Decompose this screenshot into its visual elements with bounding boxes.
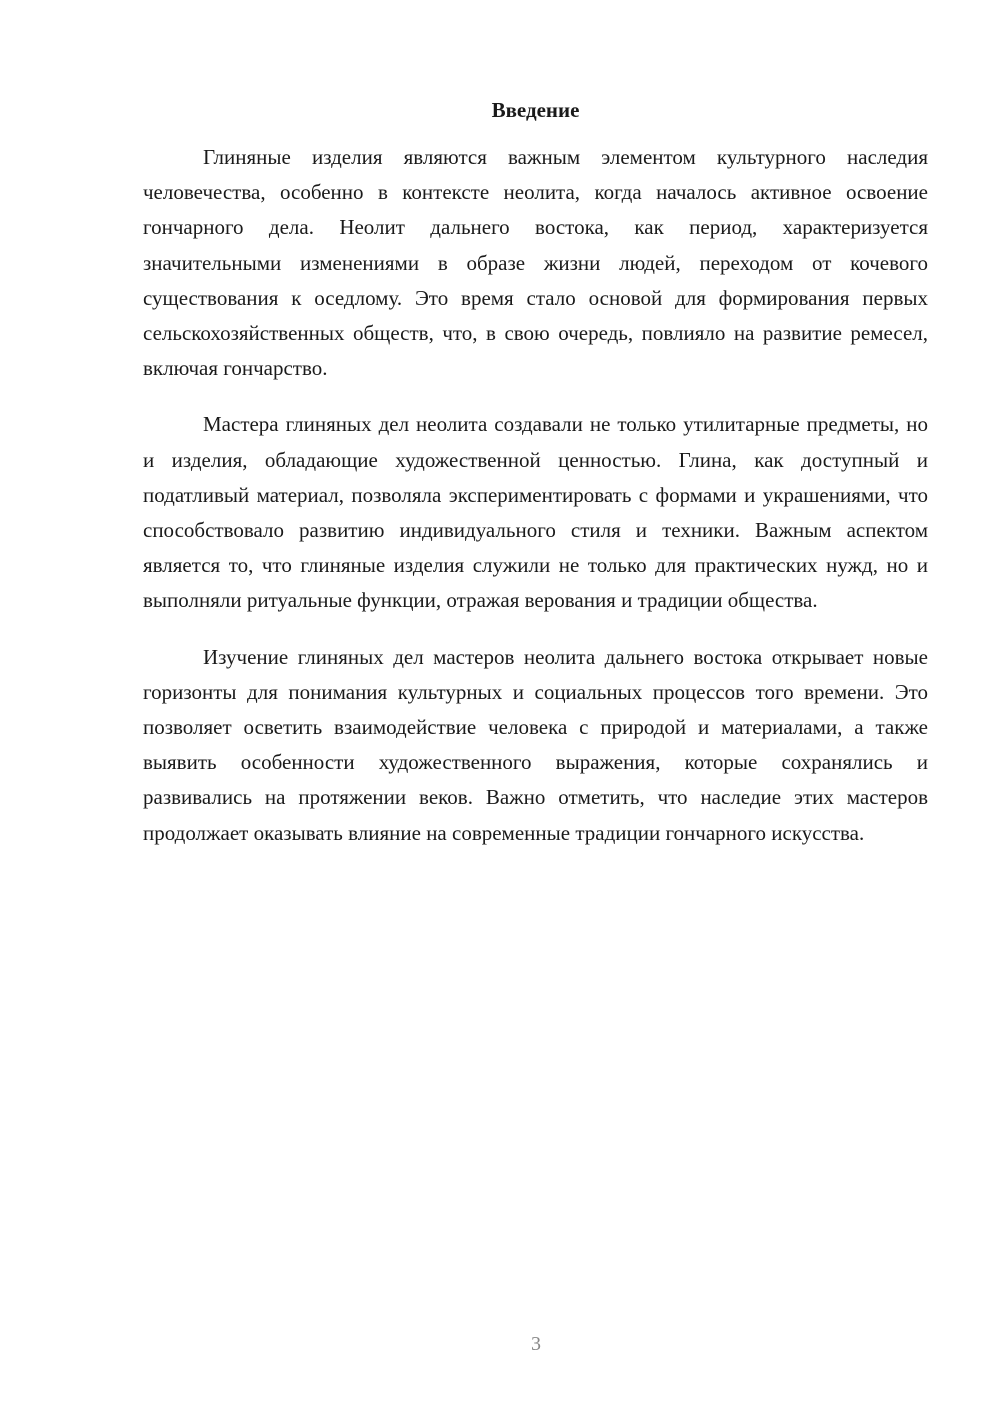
- text-block: [143, 94, 928, 872]
- paragraph-3: Изучение глиняных дел мастеров неолита дальнего востока открывает новые горизонты для понимания культурных и социальных процессов того времени. Это позволяет осветить взаимодействие человека с природой и материалами, а также выявить особенности художественного выражения, которые сохранялись и развивались на протяжении веков. Важно отметить, что наследие этих мастеров продолжает оказывать влияние на современные традиции гончарного искусства.: [143, 644, 928, 845]
- section-heading: Введение: [491, 98, 580, 122]
- page-number: 3: [531, 1333, 541, 1355]
- paragraph-2: Мастера глиняных дел неолита создавали не только утилитарные предметы, но и изделия, обладающие художественной ценностью. Глина, как доступный и податливый материал, позволяла экспериментировать с формами и украшениями, что способствовало развитию индивидуального стиля и техники. Важным аспектом является то, что глиняные изделия служили не только для практических нужд, но и выполняли ритуальные функции, отражая верования и традиции общества.: [143, 412, 928, 613]
- paragraph-1: Глиняные изделия являются важным элементом культурного наследия человечества, особенно в контексте неолита, когда началось активное освоение гончарного дела. Неолит дальнего востока, как период, характеризуется значительными изменениями в образе жизни людей, переходом от кочевого существования к оседлому. Это время стало основой для формирования первых сельскохозяйственных обществ, что, в свою очередь, повлияло на развитие ремесел, включая гончарство.: [143, 145, 928, 381]
